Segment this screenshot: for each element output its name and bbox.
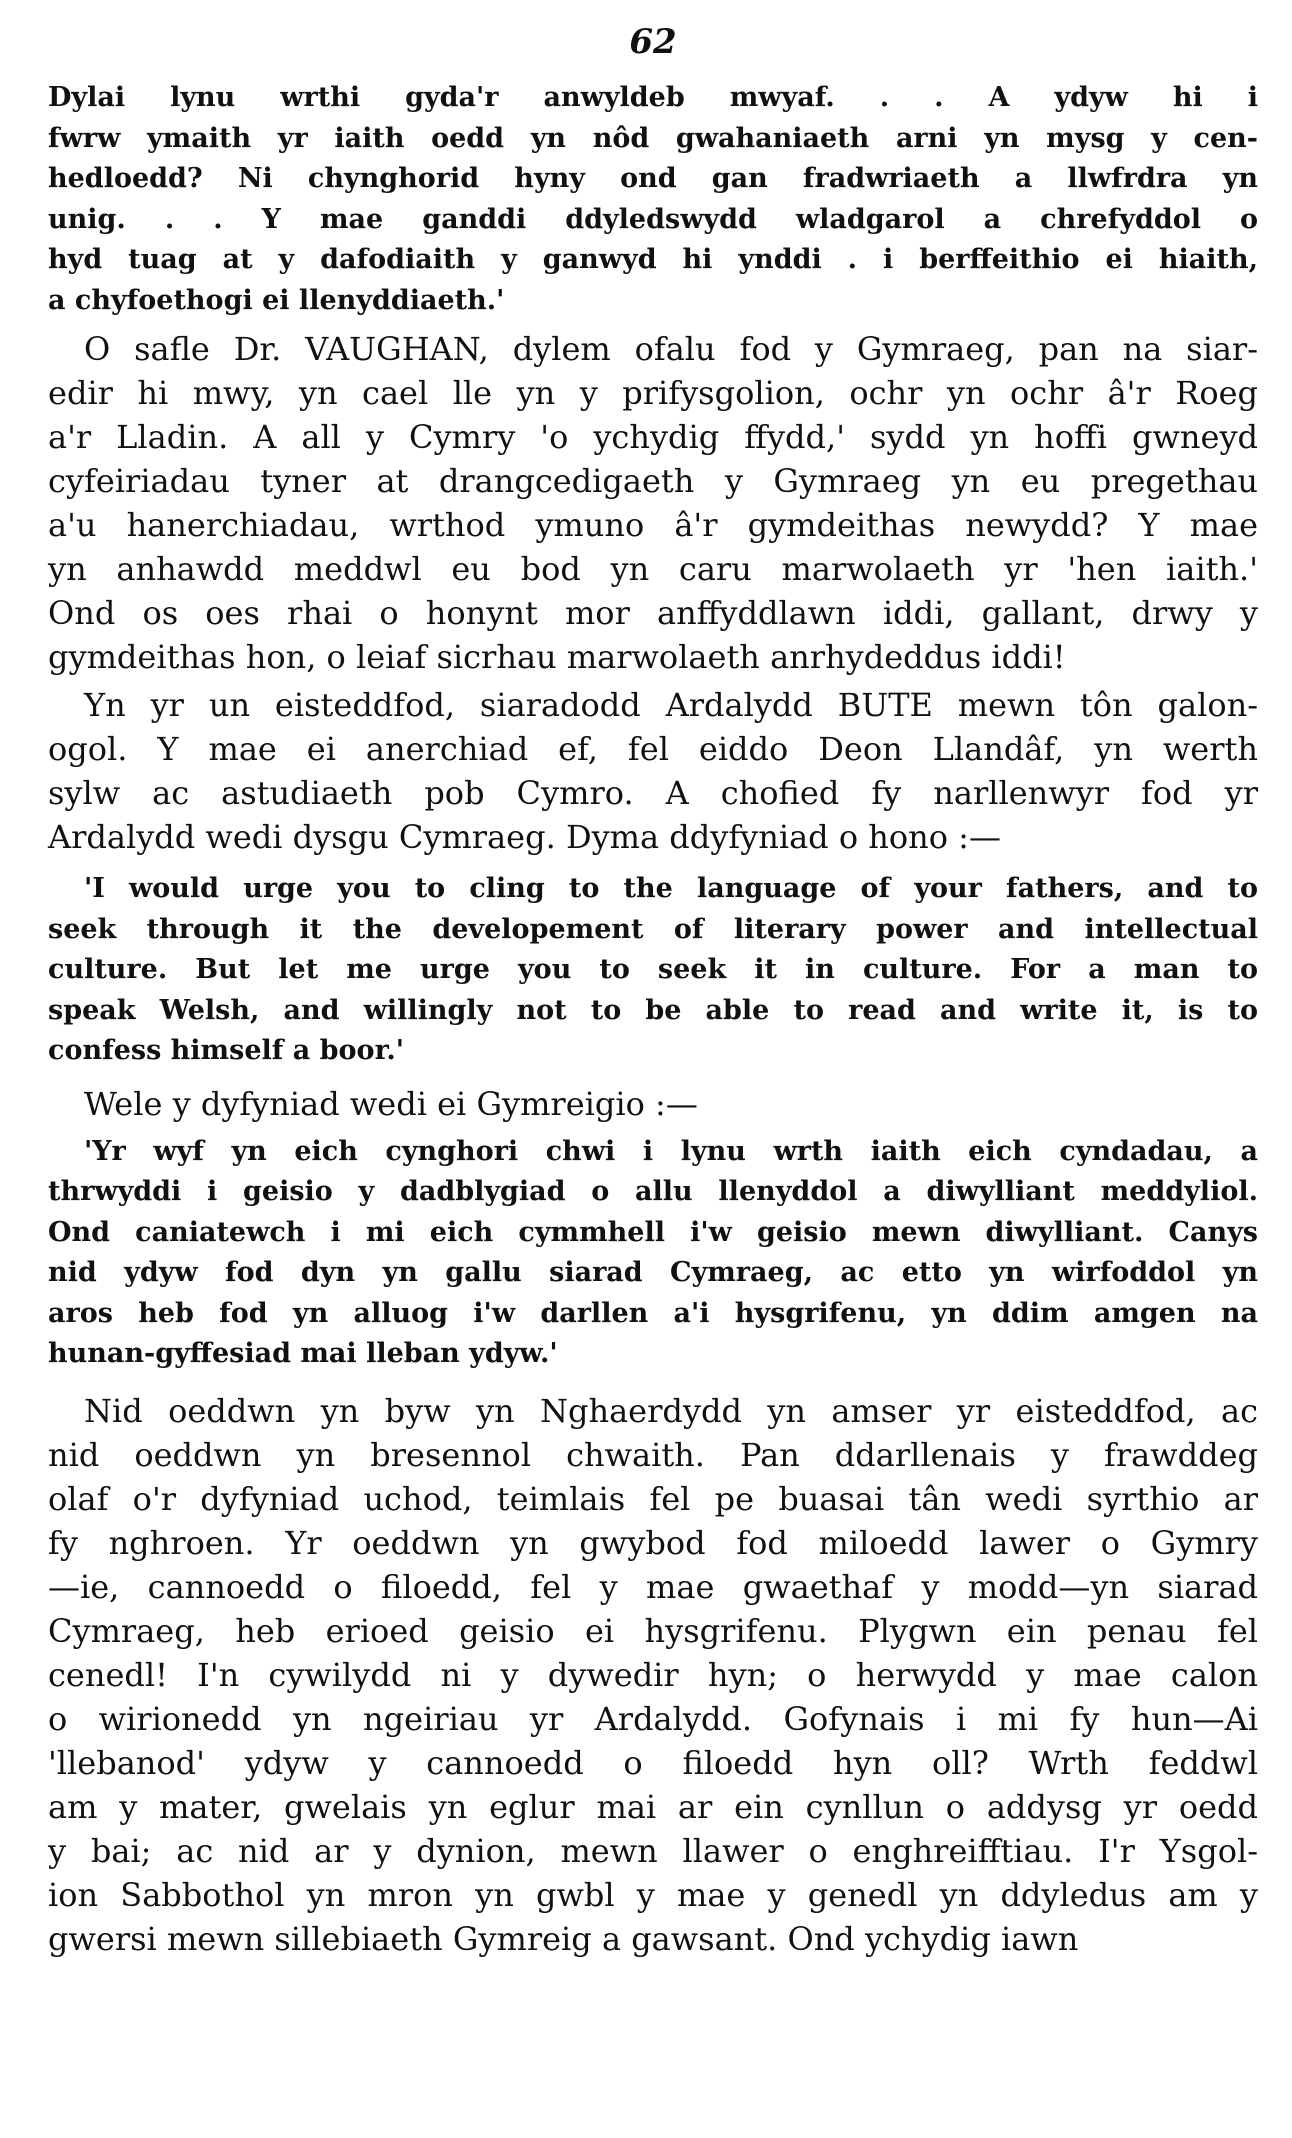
text-line: yn anhawdd meddwl eu bod yn caru marwolaeth yr 'hen iaith.' — [48, 550, 1258, 588]
body-text — [48, 78, 1258, 1961]
text-line: hedloedd? Ni chynghorid hyny ond gan fradwriaeth a llwfrdra yn — [48, 163, 1258, 194]
paragraph-wele-line — [48, 1082, 1258, 1126]
text-line: 'I would urge you to cling to the language of your fathers, and to — [84, 873, 1258, 904]
text-line: sylw ac astudiaeth pob Cymro. A chofied fy narllenwyr fod yr — [48, 774, 1258, 812]
text-line: Ardalydd wedi dysgu Cymraeg. Dyma ddyfyniad o hono :— — [48, 818, 1001, 856]
text-line: a chyfoethogi ei llenyddiaeth.' — [48, 284, 505, 316]
text-line: speak Welsh, and willingly not to be able to read and write it, is to — [48, 994, 1258, 1026]
text-line: 'Yr wyf yn eich cynghori chwi i lynu wrth iaith eich cyndadau, a — [84, 1135, 1258, 1167]
text-line: Ond caniatewch i mi eich cymmhell i'w geisio mewn diwylliant. Canys — [48, 1216, 1258, 1248]
text-line: culture. But let me urge you to seek it in culture. For a man to — [48, 954, 1258, 985]
text-line: Cymraeg, heb erioed geisio ei hysgrifenu. Plygwn ein penau fel — [48, 1611, 1258, 1650]
paragraph-vaughan-paragraph — [48, 327, 1258, 679]
text-line: fy nghroen. Yr oeddwn yn gwybod fod miloedd lawer o Gymry — [48, 1523, 1258, 1562]
text-line: 'llebanod' ydyw y cannoedd o filoedd hyn oll? Wrth feddwl — [48, 1743, 1258, 1782]
text-line: a'u hanerchiadau, wrthod ymuno â'r gymdeithas newydd? Y mae — [48, 506, 1258, 544]
text-line: a'r Lladin. A all y Cymry 'o ychydig ffydd,' sydd yn hoffi gwneyd — [48, 418, 1258, 456]
text-line: nid ydyw fod dyn yn gallu siarad Cymraeg, ac etto yn wirfoddol yn — [48, 1257, 1258, 1288]
text-line: Nid oeddwn yn byw yn Nghaerdydd yn amser yr eisteddfod, ac — [84, 1391, 1258, 1430]
text-line: gymdeithas hon, o leiaf sicrhau marwolaeth anrhydeddus iddi! — [48, 638, 1066, 676]
text-line: ogol. Y mae ei anerchiad ef, fel eiddo Deon Llandâf, yn werth — [48, 730, 1258, 768]
text-line: thrwyddi i geisio y dadblygiad o allu llenyddol a diwylliant meddyliol. — [48, 1176, 1258, 1207]
text-line: confess himself a boor.' — [48, 1035, 404, 1066]
paragraph-english-quote — [48, 869, 1258, 1072]
text-line: Wele y dyfyniad wedi ei Gymreigio :— — [84, 1084, 698, 1123]
text-line: seek through it the developement of literary power and intellectual — [48, 913, 1258, 945]
paragraph-cardiff-paragraph — [48, 1389, 1258, 1961]
text-line: hyd tuag at y dafodiaith y ganwyd hi ynddi . i berffeithio ei hiaith, — [48, 244, 1258, 275]
text-line: Ond os oes rhai o honynt mor anffyddlawn iddi, gallant, drwy y — [48, 594, 1258, 632]
text-line: cenedl! I'n cywilydd ni y dywedir hyn; o herwydd y mae calon — [48, 1655, 1258, 1694]
text-line: unig. . . Y mae ganddi ddyledswydd wladgarol a chrefyddol o — [48, 203, 1258, 235]
text-line: cyfeiriadau tyner at drangcedigaeth y Gymraeg yn eu pregethau — [48, 462, 1258, 500]
text-line: Yn yr un eisteddfod, siaradodd Ardalydd BUTE mewn tôn galon- — [84, 686, 1258, 724]
book-page — [48, 20, 1258, 2120]
paragraph-welsh-quote — [48, 1132, 1258, 1375]
paragraph-bute-paragraph — [48, 683, 1258, 859]
text-line: Dylai lynu wrthi gyda'r anwyldeb mwyaf. . . A ydyw hi i — [48, 82, 1258, 113]
text-line: ion Sabbothol yn mron yn gwbl y mae y genedl yn ddyledus am y — [48, 1875, 1258, 1914]
text-line: —ie, cannoedd o filoedd, fel y mae gwaethaf y modd—yn siarad — [48, 1567, 1258, 1606]
text-line: am y mater, gwelais yn eglur mai ar ein cynllun o addysg yr oedd — [48, 1787, 1258, 1826]
text-line: olaf o'r dyfyniad uchod, teimlais fel pe buasai tân wedi syrthio ar — [48, 1479, 1258, 1518]
text-line: gwersi mewn sillebiaeth Gymreig a gawsant. Ond ychydig iawn — [48, 1919, 1079, 1958]
text-line: aros heb fod yn alluog i'w darllen a'i hysgrifenu, yn ddim amgen na — [48, 1297, 1258, 1329]
text-line: o wirionedd yn ngeiriau yr Ardalydd. Gofynais i mi fy hun—Ai — [48, 1699, 1258, 1738]
text-line: edir hi mwy, yn cael lle yn y prifysgolion, ochr yn ochr â'r Roeg — [48, 374, 1258, 412]
paragraph-quote-continuation — [48, 78, 1258, 321]
text-line: nid oeddwn yn bresennol chwaith. Pan ddarllenais y frawddeg — [48, 1435, 1258, 1474]
page-number: 62 — [629, 22, 677, 62]
text-line: O safle Dr. VAUGHAN, dylem ofalu fod y Gymraeg, pan na siar- — [84, 330, 1258, 368]
text-line: hunan-gyffesiad mai lleban ydyw.' — [48, 1338, 558, 1369]
text-line: fwrw ymaith yr iaith oedd yn nôd gwahaniaeth arni yn mysg y cen- — [48, 122, 1258, 154]
text-line: y bai; ac nid ar y dynion, mewn llawer o enghreifftiau. I'r Ysgol- — [48, 1831, 1258, 1870]
